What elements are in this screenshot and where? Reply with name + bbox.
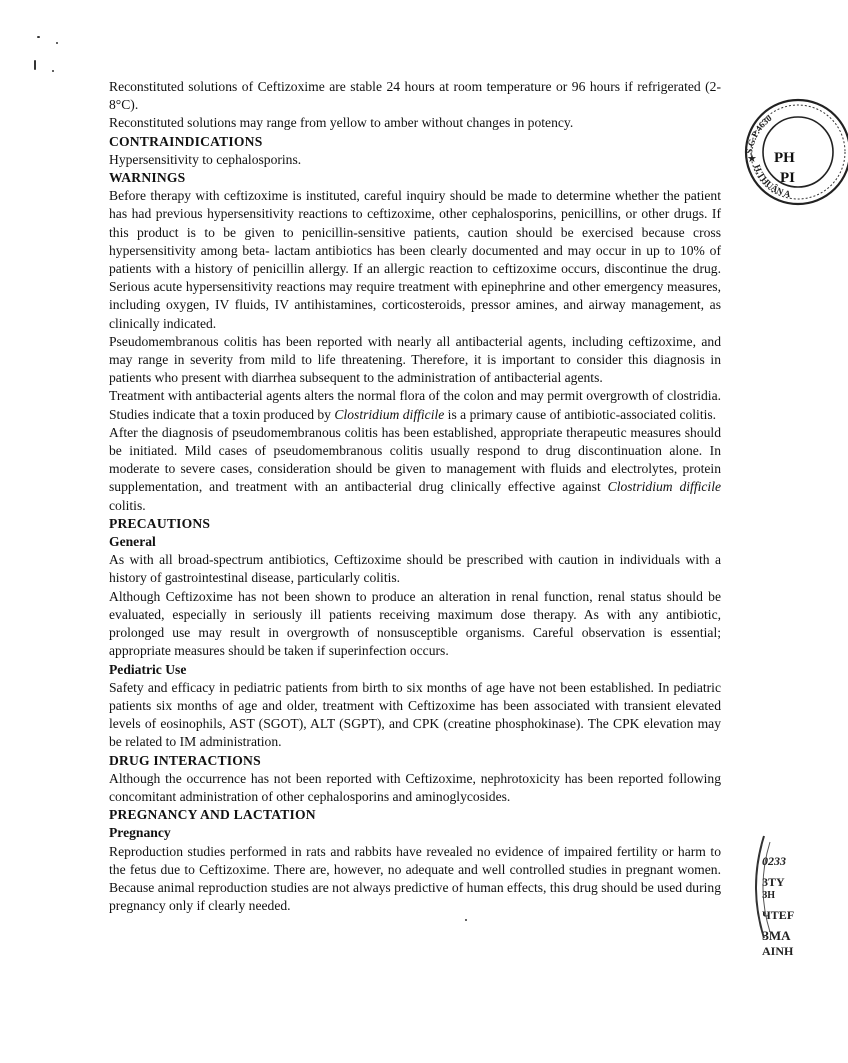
warnings-hypersensitivity-paragraph: Before therapy with ceftizoxime is instituted, careful inquiry should be made to determine whether the patient has had previous hypersensitivity reactions to ceftizoxime, other cephalosporins, penicillins, or other drugs. If this product is to be given to penicillin-sensitive patients, caution should be exercised because cross hypersensitivity among beta- lactam antibiotics has been clearly documented and may occur in up to 10% of patients with a history of penicillin allergy. If an allergic reaction to ceftizoxime occurs, discontinue the drug. Serious acute hypersensitivity reactions may require treatment with epinephrine and other emergency measures, including oxygen, IV fluids, IV antihistamines, corticosteroids, pressor amines, and airway management, as clinically indicated. [109, 188, 721, 331]
stamp-line-3: ЗН [762, 890, 776, 901]
general-paragraph-1: As with all broad-spectrum antibiotics, Ceftizoxime should be prescribed with caution in individuals with a history of gastrointestinal disease, particularly colitis. [109, 552, 721, 586]
color-paragraph: Reconstituted solutions may range from yellow to amber without changes in potency. [109, 115, 574, 131]
organism-name: Clostridium difficile [607, 479, 722, 495]
stamp-line-6: AINH [762, 944, 794, 958]
precautions-heading: PRECAUTIONS [109, 515, 211, 531]
text-run: is a primary cause of antibiotic-associated colitis. [444, 406, 717, 422]
contraindications-heading: CONTRAINDICATIONS [109, 133, 263, 149]
svg-text:★: ★ [747, 152, 757, 165]
text-run: colitis. [109, 497, 146, 513]
stamp-line-4: ЧТЕF [762, 908, 795, 922]
stamp-line-5: ЗMA [762, 928, 791, 943]
general-subheading: General [109, 534, 156, 550]
warnings-heading: WARNINGS [109, 170, 186, 186]
stamp-arc-text: H.THUẬN A [751, 163, 792, 200]
warnings-treatment-paragraph [109, 424, 721, 515]
contraindications-paragraph: Hypersensitivity to cephalosporins. [109, 151, 302, 167]
organism-name: Clostridium difficile [334, 406, 445, 422]
drug-interactions-paragraph: Although the occurrence has not been reported with Ceftizoxime, nephrotoxicity has been reported following concomitant administration of other cephalosporins and aminoglycosides. [109, 770, 721, 804]
stamp-line-1: 0233 [762, 854, 786, 868]
text-run: Treatment with antibacterial agents alters the normal flora of the colon and may permit overgrowth of clostridia. Studies indicate that a toxin produced by [109, 388, 721, 422]
warnings-colitis-paragraph: Pseudomembranous colitis has been reported with nearly all antibacterial agents, including ceftizoxime, and may range in severity from mild to life threatening. Therefore, it is important to consider this diagnosis in patients who present with diarrhea subsequent to the administration of antibacterial agents. [109, 333, 721, 386]
pregnancy-paragraph: Reproduction studies performed in rats and rabbits have revealed no evidence of impaired fertility or harm to the fetus due to Ceftizoxime. There are, however, no adequate and well controlled studies in pregnant women. Because animal reproduction studies are not always predictive of human effects, this drug should be used during pregnancy only if clearly needed. [109, 843, 721, 914]
stamp-letters-2: PI [780, 170, 795, 186]
stamp-line-2: 3TY [762, 875, 785, 889]
pregnancy-subheading: Pregnancy [109, 825, 171, 841]
drug-interactions-heading: DRUG INTERACTIONS [109, 752, 261, 768]
text-run: After the diagnosis of pseudomembranous colitis has been established, appropriate therapeutic measures should be initiated. Mild cases of pseudomembranous colitis usually respond to drug discontinuation alone. In moderate to severe cases, consideration should be given to management with fluids and electrolytes, protein supplementation, and treatment with an antibacterial drug clinically effective against [109, 424, 721, 495]
pregnancy-lactation-heading: PREGNANCY AND LACTATION [109, 807, 316, 823]
warnings-flora-paragraph [109, 387, 721, 423]
pediatric-paragraph: Safety and efficacy in pediatric patients from birth to six months of age have not been established. In pediatric patients six months of age and older, treatment with Ceftizoxime has been associated with transient elevated levels of eosinophils, AST (SGOT), ALT (SGPT), and CPK (creatine phosphokinase). The CPK elevation may be related to IM administration. [109, 679, 721, 750]
stamp-ring-text: S.G.P.4630 [744, 112, 774, 155]
pediatric-subheading: Pediatric Use [109, 661, 187, 677]
general-paragraph-2: Although Ceftizoxime has not been shown to produce an alteration in renal function, renal status should be evaluated, especially in seriously ill patients receiving maximum dose therapy. As with any antibiotic, prolonged use may result in overgrowth of nonsusceptible organisms. Careful observation is essential; appropriate measures should be taken if superinfection occurs. [109, 588, 721, 659]
document-body [109, 78, 721, 915]
approval-stamp-icon [738, 96, 848, 206]
partial-stamp-icon [742, 832, 812, 958]
stamp-letters-1: PH [774, 150, 795, 166]
storage-paragraph: Reconstituted solutions of Ceftizoxime are stable 24 hours at room temperature or 96 hours if refrigerated (2-8°C). [109, 79, 721, 113]
